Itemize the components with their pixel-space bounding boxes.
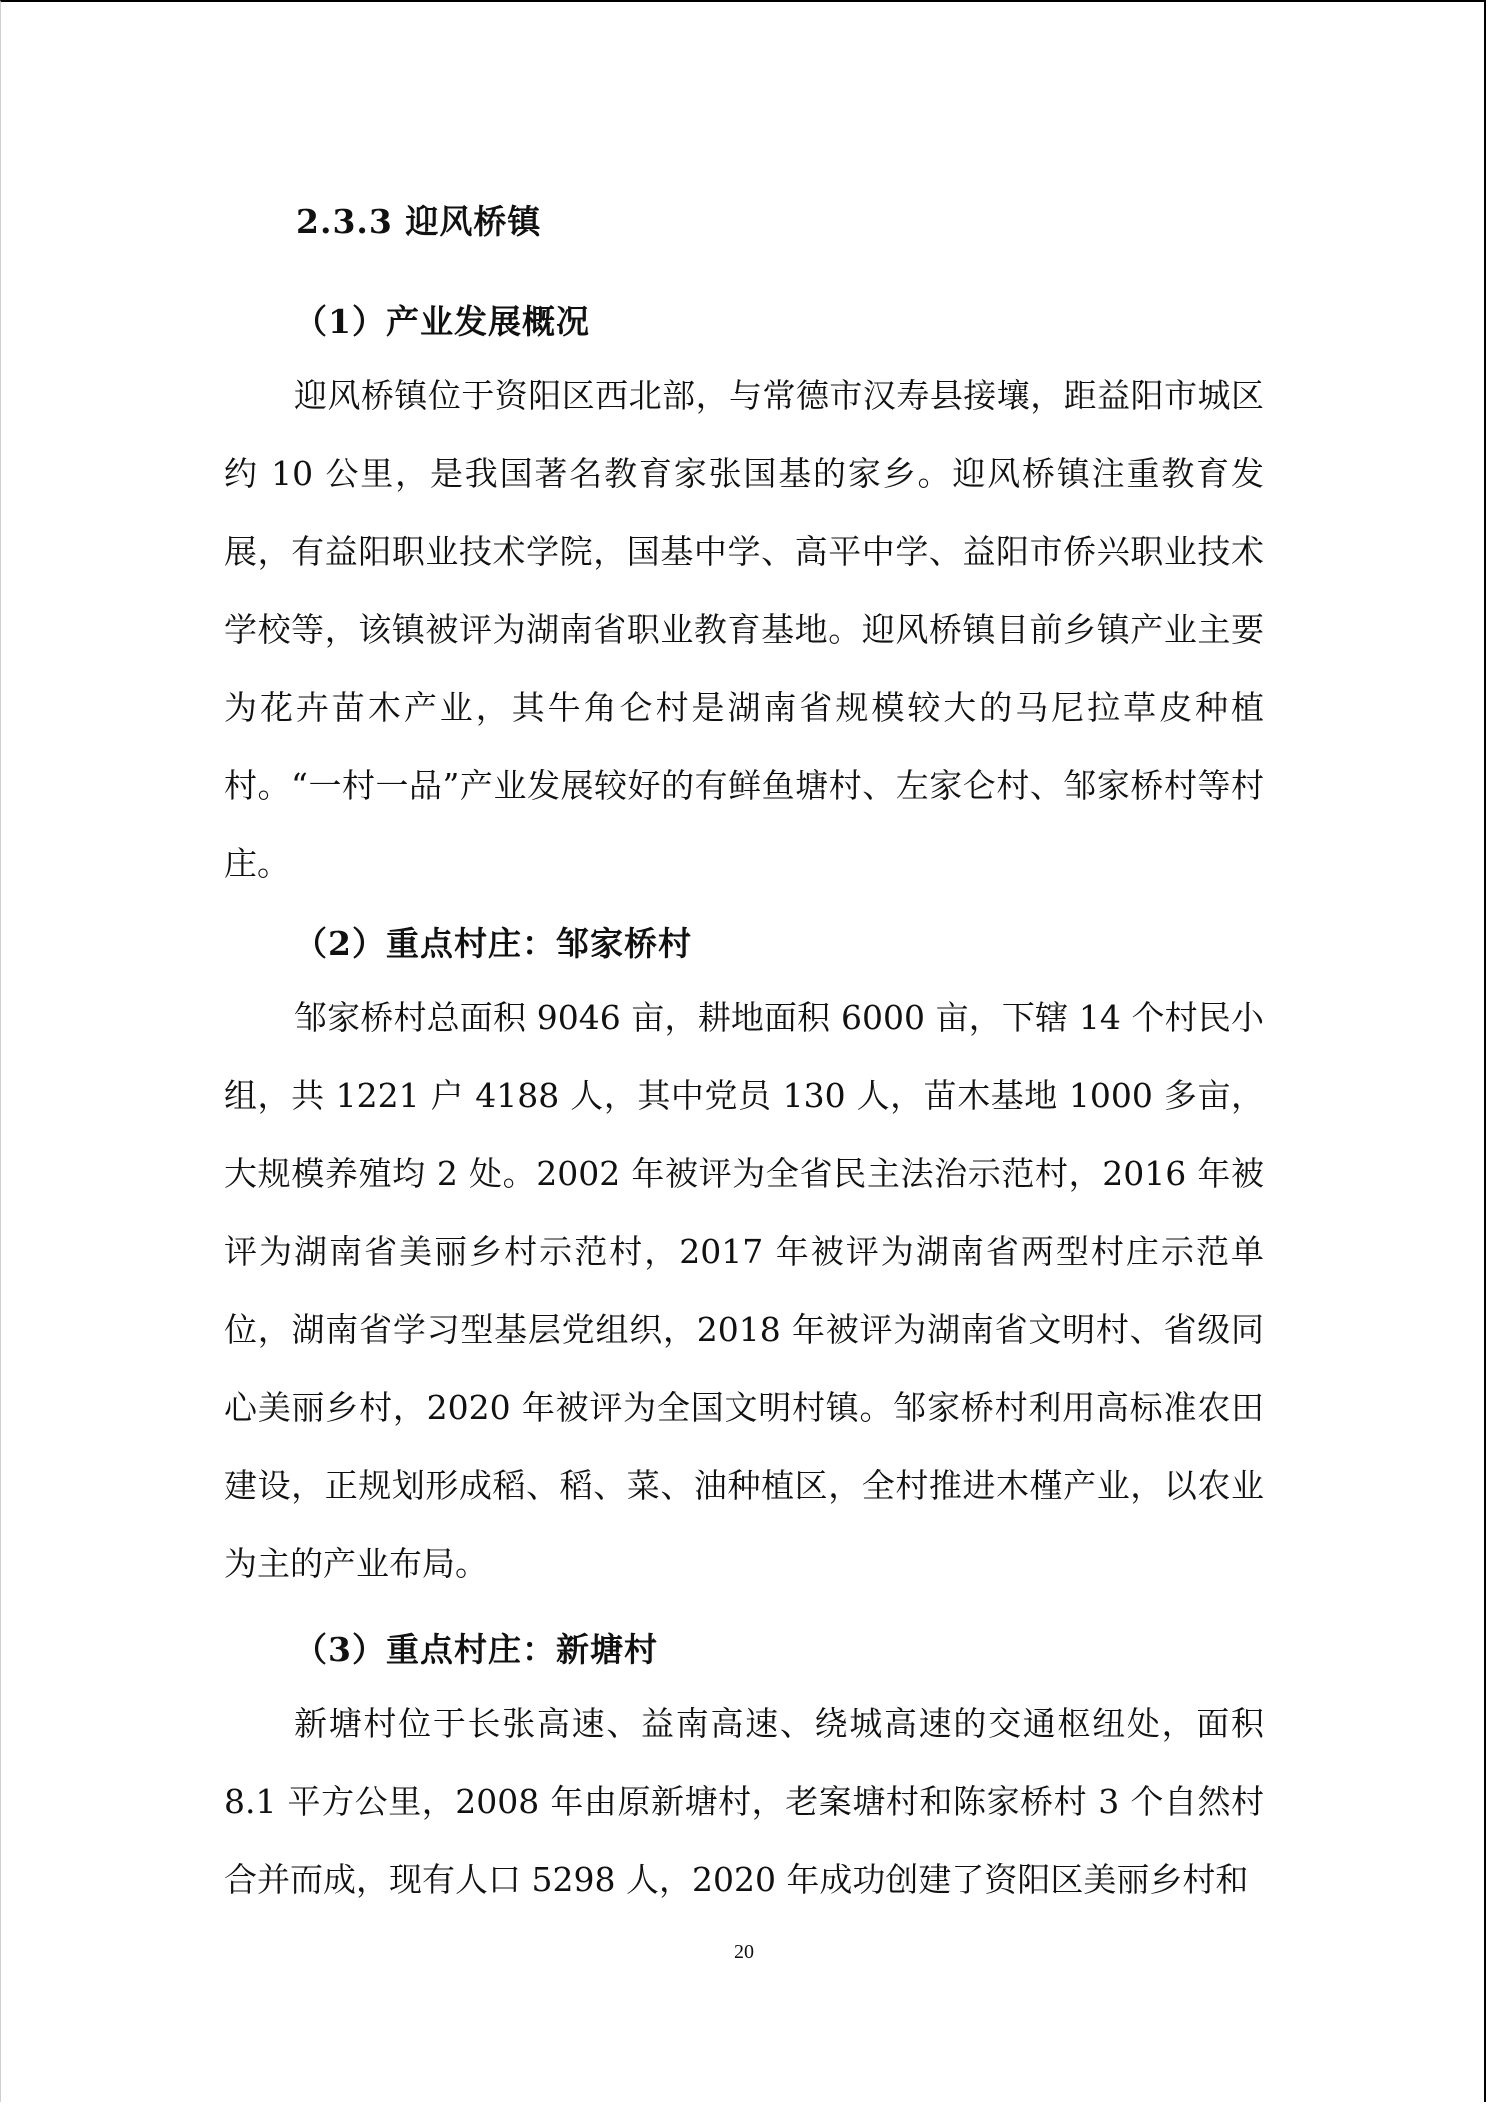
paragraph-industry-overview: 迎风桥镇位于资阳区西北部，与常德市汉寿县接壤，距益阳市城区约 10 公里，是我国著名教育家张国基的家乡。迎风桥镇注重教育发展，有益阳职业技术学院，国基中学、高平中学、益阳市侨兴职业技术学校等，该镇被评为湖南省职业教育基地。迎风桥镇目前乡镇产业主要为花卉苗木产业，其牛角仑村是湖南省规模较大的马尼拉草皮种植村。“一村一品”产业发展较好的有鲜鱼塘村、左家仑村、邹家桥村等村庄。	[224, 376, 1264, 883]
section-title: 2.3.3 迎风桥镇	[296, 202, 542, 241]
page-number: 20	[734, 1941, 754, 1963]
subsection-heading-zoujiaqiao-village: （2）重点村庄：邹家桥村	[294, 924, 692, 963]
paragraph-zoujiaqiao-village: 邹家桥村总面积 9046 亩，耕地面积 6000 亩，下辖 14 个村民小组，共 1221 户 4188 人，其中党员 130 人，苗木基地 1000 多亩，大规模养殖均 2 处。2002 年被评为全省民主法治示范村，2016 年被评为湖南省美丽乡村示范村，2017 年被评为湖南省两型村庄示范单位，湖南省学习型基层党组织，2018 年被评为湖南省文明村、省级同心美丽乡村，2020 年被评为全国文明村镇。邹家桥村利用高标准农田建设，正规划形成稻、稻、菜、油种植区，全村推进木槿产业，以农业为主的产业布局。	[224, 998, 1264, 1583]
paragraph-xintang-village: 新塘村位于长张高速、益南高速、绕城高速的交通枢纽处，面积 8.1 平方公里，2008 年由原新塘村，老案塘村和陈家桥村 3 个自然村合并而成，现有人口 5298 人，2020 年成功创建了资阳区美丽乡村和	[224, 1704, 1264, 1899]
subsection-heading-xintang-village: （3）重点村庄：新塘村	[294, 1630, 658, 1669]
subsection-heading-industry-overview: （1）产业发展概况	[294, 302, 590, 341]
